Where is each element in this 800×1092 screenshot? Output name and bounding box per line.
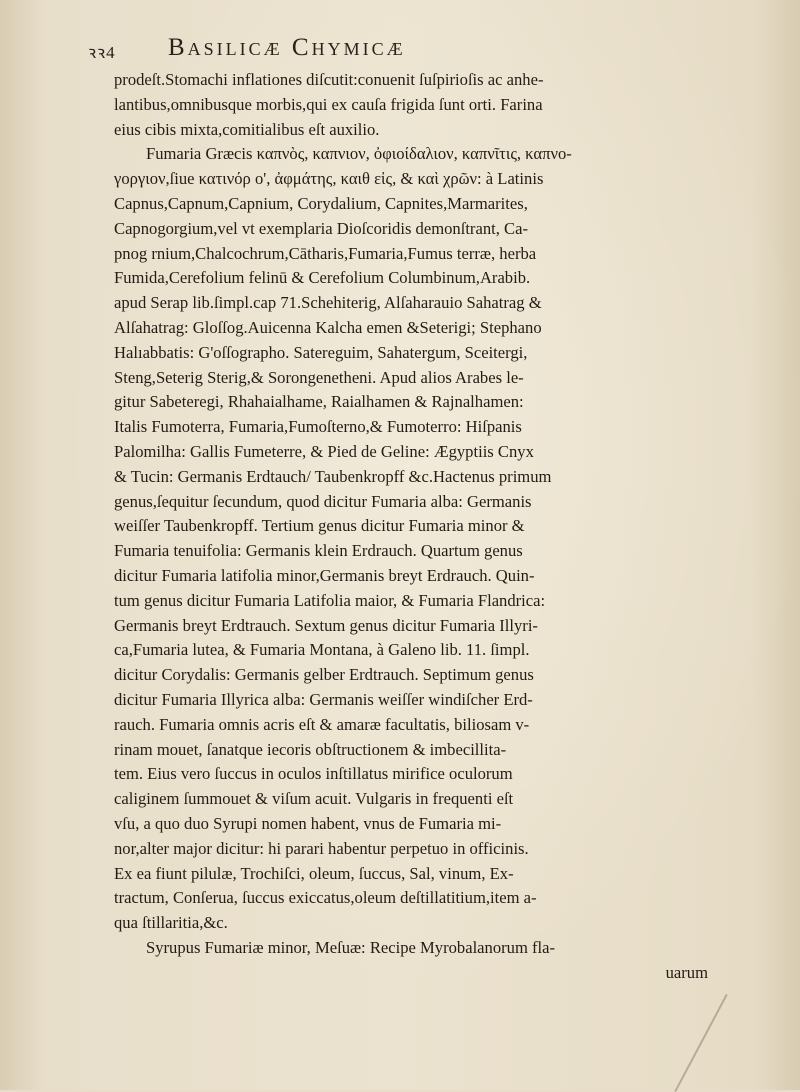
- text-line: vſu, a quo duo Syrupi nomen habent, vnus de Fumaria mi-: [114, 813, 502, 833]
- text-line: dicitur Fumaria latifolia minor,Germanis breyt Erdrauch. Quin-: [114, 565, 535, 585]
- text-line: Capnus,Capnum,Capnium, Corydalium, Capnites,Marmarites,: [114, 193, 528, 213]
- text-line: tum genus dicitur Fumaria Latifolia maior, & Fumaria Flandrica:: [114, 590, 546, 610]
- text-line: Palomilha: Gallis Fumeterre, & Pied de Geline: Ægyptiis Cnyx: [114, 441, 534, 461]
- text-line: Steng,Seterig Sterig,& Sorongenetheni. Apud alios Arabes le-: [114, 367, 524, 387]
- text-line: pnog rnium,Chalcochrum,Cātharis,Fumaria,Fumus terræ, herba: [114, 243, 537, 263]
- text-line: prodeſt.Stomachi inflationes diſcutit:conuenit ſuſpirioſis ac anhe-: [114, 70, 544, 89]
- text-line: nor,alter major dicitur: hi parari habentur perpetuo in officinis.: [114, 838, 529, 858]
- running-head: [88, 34, 688, 64]
- text-line: lantibus,omnibusque morbis,qui ex cauſa frigida ſunt orti. Farina: [114, 94, 543, 114]
- text-line: tem. Eius vero ſuccus in oculos inſtillatus mirifice oculorum: [114, 764, 513, 784]
- text-line: tractum, Conſerua, ſuccus exiccatus,oleum deſtillatitium,item a-: [114, 888, 537, 908]
- text-line: Ex ea fiunt pilulæ, Trochiſci, oleum, ſuccus, Sal, vinum, Ex-: [114, 863, 514, 883]
- text-line: & Tucin: Germanis Erdtauch/ Taubenkropff &c.Hactenus primum: [114, 466, 552, 486]
- text-line: qua ſtillaritia,&c.: [114, 913, 228, 933]
- text-line: Alſahatrag: Gloſſog.Auicenna Kalcha emen &Seterigi; Stephano: [114, 317, 542, 337]
- text-line: caliginem ſummouet & viſum acuit. Vulgaris in frequenti eſt: [114, 789, 514, 809]
- text-line: Fumida,Cerefolium felinū & Cerefolium Columbinum,Arabib.: [114, 268, 531, 288]
- text-line: Syrupus Fumariæ minor, Meſuæ: Recipe Myrobalanorum fla-: [146, 937, 556, 957]
- text-line: ca,Fumaria lutea, & Fumaria Montana, à Galeno lib. 11. ſimpl.: [114, 640, 530, 660]
- text-line: Germanis breyt Erdtrauch. Sextum genus dicitur Fumaria Illyri-: [114, 615, 538, 635]
- text-line: apud Serap lib.ſimpl.cap 71.Schehiterig, Alſaharauio Sahatrag &: [114, 293, 542, 313]
- show-through-mark: [674, 994, 727, 1092]
- text-line: weiſſer Taubenkropff. Tertium genus dicitur Fumaria minor &: [114, 516, 525, 536]
- text-line: Fumaria Græcis καπνὸς, καπνιον, ὀφιοίδαλιον, καπνῖτις, καπνο-: [146, 144, 572, 164]
- body-text: [114, 68, 718, 985]
- text-line: dicitur Corydalis: Germanis gelber Erdtrauch. Septimum genus: [114, 665, 534, 685]
- text-line: gitur Sabeteregi, Rhahaialhame, Raialhamen & Rajnalhamen:: [114, 392, 524, 412]
- text-line: Capnogorgium,vel vt exemplaria Dioſcoridis demonſtrant, Ca-: [114, 218, 528, 238]
- page-number: ꝛꝛ4: [88, 43, 116, 62]
- text-line: Fumaria tenuifolia: Germanis klein Erdrauch. Quartum genus: [114, 541, 523, 561]
- text-line: γοργιον,ſiue κατινόρ ο', ἀφμάτης, καιθ εἰς, & καὶ χρῶν: à Latinis: [114, 169, 544, 189]
- running-title: Basilicæ Chymicæ: [168, 34, 406, 61]
- catchword: uarum: [665, 962, 708, 982]
- text-line: eius cibis mixta,comitialibus eſt auxilio.: [114, 119, 380, 139]
- text-line: rinam mouet, ſanatque iecoris obſtructionem & imbecillita-: [114, 739, 507, 759]
- text-line: genus,ſequitur ſecundum, quod dicitur Fumaria alba: Germanis: [114, 491, 532, 511]
- text-line: Halıabbatis: G'oſſographo. Satereguim, Sahatergum, Sceitergi,: [114, 342, 528, 362]
- text-line: Italis Fumoterra, Fumaria,Fumoſterno,& Fumoterro: Hiſpanis: [114, 417, 522, 437]
- text-line: dicitur Fumaria Illyrica alba: Germanis weiſſer windiſcher Erd-: [114, 689, 533, 709]
- text-line: rauch. Fumaria omnis acris eſt & amaræ facultatis, biliosam v-: [114, 714, 530, 734]
